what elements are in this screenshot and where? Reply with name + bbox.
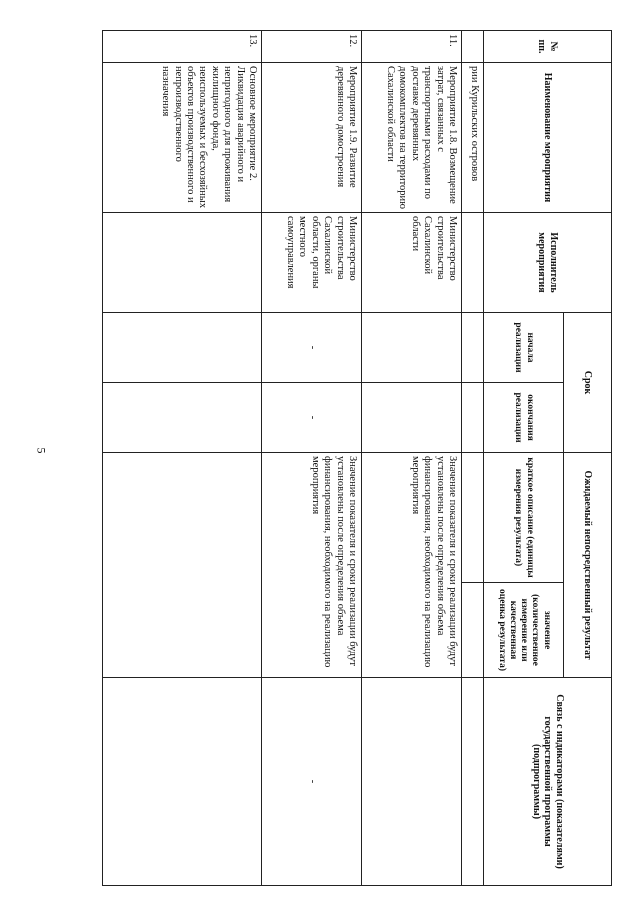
- header-result-value: значение (количественное измерение или качественная оценка результата): [484, 583, 564, 678]
- cell-link: [262, 678, 362, 886]
- cell-empty: [462, 678, 484, 886]
- cell-name: Основное мероприятие 2. Ликвидация аварийного и непригодного для проживания жилищного фонда, неиспользуемых и бесхозяйных объектов производственного и непроизводственного назначения: [103, 63, 262, 213]
- cell-empty: [462, 383, 484, 453]
- measures-table: [102, 30, 612, 886]
- cell-result: Значение показателя и сроки реализации будут установлены после определения объема финансирования, необходимого на реализацию мероприятия: [362, 453, 462, 678]
- cell-num: 13.: [103, 31, 262, 63]
- cell-result: Значение показателя и сроки реализации будут установлены после определения объема финансирования, необходимого на реализацию мероприятия: [262, 453, 362, 678]
- table-row: [362, 31, 462, 886]
- table-row-continuation: [462, 31, 484, 886]
- rotated-table-container: [102, 30, 612, 885]
- cell-executor: Министерство строительства Сахалинской области, органы местного самоуправления: [262, 213, 362, 313]
- cell-end: [362, 383, 462, 453]
- cell-link: [362, 678, 462, 886]
- dash-marker: -: [307, 415, 318, 420]
- table-row: [262, 31, 362, 886]
- cell-link: [103, 678, 262, 886]
- dash-marker: -: [307, 779, 318, 784]
- cell-result: [103, 453, 262, 678]
- header-num: № пп.: [484, 31, 612, 63]
- cell-num: [462, 31, 484, 63]
- cell-empty: [462, 213, 484, 313]
- cell-name: рии Курильских островов: [462, 63, 484, 213]
- header-term-start: начала реализации: [484, 313, 564, 383]
- cell-empty: [462, 313, 484, 383]
- cell-end: [103, 383, 262, 453]
- page-number: 5: [34, 447, 49, 454]
- header-result-desc: краткое описание (единицы измерения результата): [484, 453, 564, 583]
- cell-start: [262, 313, 362, 383]
- header-result: Ожидаемый непосредственный результат: [564, 453, 612, 678]
- header-name: Наименование мероприятия: [484, 63, 612, 213]
- cell-num: 11.: [362, 31, 462, 63]
- header-term-end: окончания реализации: [484, 383, 564, 453]
- cell-start: [362, 313, 462, 383]
- cell-start: [103, 313, 262, 383]
- cell-name: Мероприятие 1.8. Возмещение затрат, связанных с транспортными расходами по доставке деревянных домокомплектов на территорию Сахалинской области: [362, 63, 462, 213]
- cell-empty: [462, 583, 484, 678]
- cell-name: Мероприятие 1.9. Развитие деревянного домостроения: [262, 63, 362, 213]
- header-term: Срок: [564, 313, 612, 453]
- header-executor: Исполнитель мероприятия: [484, 213, 612, 313]
- cell-executor: [103, 213, 262, 313]
- cell-empty: [462, 453, 484, 583]
- dash-marker: -: [307, 345, 318, 350]
- table-row: [103, 31, 262, 886]
- cell-num: 12.: [262, 31, 362, 63]
- cell-executor: Министерство строительства Сахалинской области: [362, 213, 462, 313]
- header-link: Связь с индикаторами (показателями) государственной программы (подпрограммы): [484, 678, 612, 886]
- cell-end: [262, 383, 362, 453]
